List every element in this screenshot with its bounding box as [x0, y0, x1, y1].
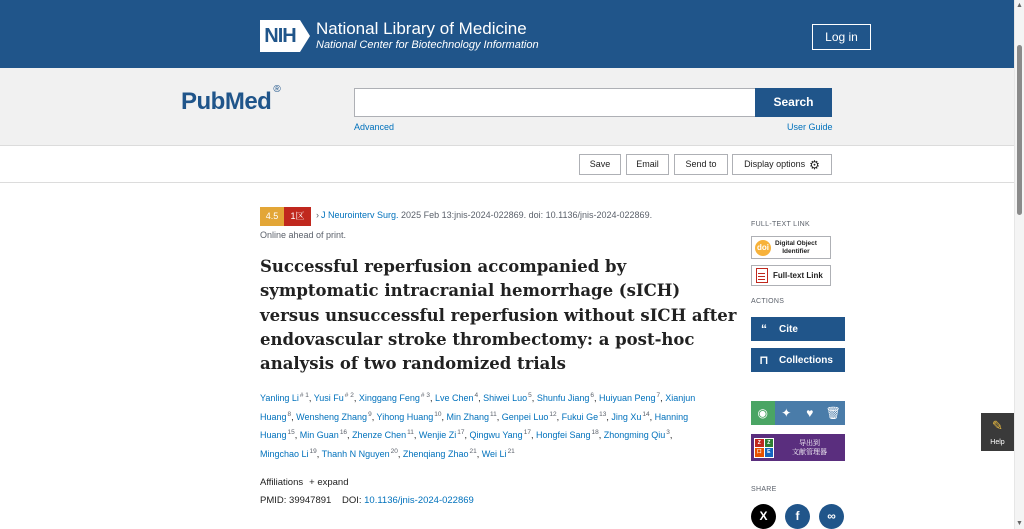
author-affiliation-number[interactable]: # 1 — [299, 392, 309, 399]
search-band — [0, 68, 1014, 146]
identifiers-line — [260, 495, 474, 506]
nih-subtitle: National Center for Biotechnology Information — [316, 39, 539, 51]
nih-logo[interactable] — [260, 19, 539, 52]
affiliations — [260, 477, 349, 488]
author-affiliation-number[interactable]: # 3 — [420, 392, 430, 399]
author-link[interactable]: Wenjie Zi — [418, 430, 457, 441]
x-share-icon[interactable]: X — [751, 504, 776, 529]
author-affiliation-number[interactable]: 12 — [549, 410, 557, 418]
author-link[interactable]: Zhenqiang Zhao — [402, 449, 469, 460]
copy-link-icon[interactable]: ∞ — [819, 504, 844, 529]
impact-badges[interactable] — [260, 207, 311, 226]
author-link[interactable]: Zhenze Chen — [352, 430, 407, 441]
full-text-link-heading: FULL-TEXT LINK — [751, 221, 810, 228]
author-affiliation-number[interactable]: # 2 — [344, 392, 354, 399]
citation-text: 2025 Feb 13:jnis-2024-022869. doi: 10.1136/jnis-2024-022869. — [398, 210, 653, 220]
search-button[interactable]: Search — [755, 88, 832, 117]
nih-title: National Library of Medicine — [316, 19, 527, 38]
author-affiliation-number[interactable]: 9 — [368, 410, 372, 418]
author-list: Yanling Li$^{\# 1}$, Yusi Fu$^{\# 2}$, Xinggang Feng$^{\# 3}$, Lve Chen$^4$, Shiwei Luo$^5$, Shunfu Jiang$^6$, Huiyuan Peng$^7$, Xianjun Huang$^8$, Wensheng Zhang$^9$, Yihong Huang$^{10}$, Min Zhang$^{11}$, Genpei Luo$^{12}$, Fukui Ge$^{13}$, Jing Xu$^{14}$, Hanning Huang$^{15}$, Min Guan$^{16}$, Zhenze Chen$^{11}$, Wenjie Zi$^{17}$, Qingwu Yang$^{17}$, Hongfei Sang$^{18}$, Zhongming Qiu$^3$, Mingchao Li$^{19}$, Thanh N Nguyen$^{20}$, Zhenqiang Zhao$^{21}$, Wei Li$^{21}$ — [260, 392, 696, 460]
expand-affiliations-button[interactable]: + expand — [309, 477, 349, 488]
author-affiliation-number[interactable]: 21 — [469, 448, 477, 456]
facebook-share-icon[interactable]: f — [785, 504, 810, 529]
author-affiliation-number[interactable]: 7 — [656, 392, 661, 399]
author-link[interactable]: Thanh N Nguyen — [321, 449, 390, 460]
quote-icon: “ — [761, 322, 767, 336]
scroll-down-icon[interactable]: ▼ — [1016, 520, 1023, 527]
user-guide-link[interactable]: User Guide — [787, 122, 833, 132]
author-link[interactable]: Wensheng Zhang — [296, 411, 368, 422]
doi-logo-icon: doi — [755, 240, 771, 256]
pmid-value: 39947891 — [289, 495, 332, 506]
author-affiliation-number[interactable]: 11 — [407, 429, 414, 437]
author-affiliation-number[interactable]: 18 — [591, 429, 599, 437]
author-link[interactable]: Min Guan — [299, 430, 339, 441]
save-button[interactable]: Save — [579, 154, 621, 175]
export-icon-char-4: E — [765, 448, 774, 457]
author-link[interactable]: Yihong Huang — [376, 411, 434, 422]
author-affiliation-number[interactable]: 10 — [434, 410, 442, 418]
pin-icon[interactable]: ✦ — [775, 401, 799, 425]
pmid-label: PMID: — [260, 495, 287, 506]
author-link[interactable]: Jing Xu — [611, 411, 642, 422]
cite-label: Cite — [779, 323, 798, 335]
doi-text-line1: Digital Object — [775, 240, 817, 247]
trash-icon[interactable]: 🗑 — [822, 401, 846, 425]
author-affiliation-number[interactable]: 6 — [590, 392, 594, 399]
full-text-link-button[interactable] — [751, 265, 831, 286]
login-button[interactable]: Log in — [812, 24, 871, 50]
scroll-up-icon[interactable]: ▲ — [1016, 2, 1023, 9]
cite-button[interactable] — [751, 317, 845, 341]
pubmed-reg-mark: ® — [273, 84, 281, 95]
author-affiliation-number[interactable]: 17 — [523, 429, 531, 437]
export-to-reference-manager-button[interactable] — [751, 434, 845, 461]
author-link[interactable]: Shunfu Jiang — [536, 393, 590, 403]
pubmed-logo-text: PubMed — [181, 88, 272, 115]
author-affiliation-number[interactable]: 16 — [339, 429, 348, 437]
doi-text-line2: Identifier — [782, 247, 810, 255]
author-affiliation-number[interactable]: 21 — [507, 448, 515, 456]
nih-text — [316, 19, 539, 52]
author-affiliation-number[interactable]: 14 — [642, 410, 650, 418]
author-affiliation-number[interactable]: 3 — [666, 429, 670, 437]
author-link[interactable]: Zhongming Qiu — [603, 430, 666, 441]
export-line2: 文献管理器 — [792, 448, 827, 456]
gear-icon: ⚙ — [809, 157, 820, 172]
bookmark-icon: ⊓ — [759, 353, 769, 367]
article-title: Successful reperfusion accompanied by symptomatic intracranial hemorrhage (sICH) versus unsuccessful reperfusion without sICH after endovascular stroke thrombectomy: a post-hoc analysis of two randomized trials — [260, 257, 737, 374]
zone-badge: 1区 — [284, 207, 311, 226]
export-text — [774, 439, 845, 457]
pubmed-logo[interactable] — [181, 84, 281, 116]
author-link[interactable]: Xianjun Huang — [260, 393, 696, 422]
help-icon: ✎ — [992, 418, 1003, 433]
page-scrollbar[interactable] — [1014, 0, 1024, 529]
chevron-right-icon[interactable]: › — [316, 210, 319, 220]
author-affiliation-number[interactable]: 17 — [457, 429, 465, 437]
export-icon-char-1: Z — [755, 439, 764, 448]
journal-link[interactable]: J Neurointerv Surg. — [321, 210, 399, 220]
nih-header — [0, 0, 1014, 68]
author-link[interactable]: Genpei Luo — [501, 411, 549, 422]
export-line1: 导出到 — [799, 439, 820, 447]
author-affiliation-number[interactable]: 8 — [287, 410, 292, 418]
collections-button[interactable] — [751, 348, 845, 372]
help-label: Help — [990, 439, 1005, 446]
eye-icon[interactable]: ◉ — [751, 401, 775, 425]
author-link[interactable]: Hanning Huang — [260, 411, 689, 441]
share-heading: SHARE — [751, 486, 777, 493]
author-affiliation-number[interactable]: 4 — [474, 392, 479, 399]
doi-label: DOI: — [341, 495, 362, 506]
nih-badge — [260, 20, 312, 52]
author-link[interactable]: Min Zhang — [446, 411, 490, 422]
nih-badge-text: NIH — [260, 20, 300, 52]
nih-badge-arrow — [300, 20, 310, 52]
export-icon-char-2: Z — [765, 439, 774, 448]
author-affiliation-number[interactable]: 19 — [309, 448, 317, 456]
document-icon — [756, 268, 768, 283]
display-options-label: Display options — [744, 159, 806, 169]
author-link[interactable]: Wei Li — [481, 449, 507, 460]
author-link[interactable]: Shiwei Luo — [483, 393, 528, 403]
actions-heading: ACTIONS — [751, 298, 785, 305]
collections-label: Collections — [779, 354, 833, 366]
online-ahead-note: Online ahead of print. — [260, 230, 347, 240]
author-link[interactable]: Mingchao Li — [260, 449, 309, 460]
author-link[interactable]: Fukui Ge — [561, 411, 599, 422]
author-link[interactable]: Yusi Fu — [313, 393, 344, 403]
author-affiliation-number[interactable]: 11 — [490, 410, 497, 418]
email-button[interactable]: Email — [626, 154, 669, 175]
author-affiliation-number[interactable]: 15 — [287, 429, 295, 437]
export-icon-char-3: 口 — [756, 449, 762, 455]
heart-icon[interactable]: ♥ — [798, 401, 822, 425]
affiliations-label: Affiliations — [260, 477, 304, 488]
journal-line — [316, 210, 652, 220]
author-link[interactable]: Hongfei Sang — [535, 430, 591, 441]
doi-full-text-button[interactable] — [751, 236, 831, 259]
search-input[interactable] — [354, 88, 756, 117]
send-to-button[interactable]: Send to — [674, 154, 728, 175]
advanced-search-link[interactable]: Advanced — [354, 122, 395, 132]
author-link[interactable]: Xinggang Feng — [358, 393, 420, 403]
scroll-thumb[interactable] — [1017, 45, 1022, 215]
help-button[interactable] — [981, 413, 1014, 451]
author-affiliation-number[interactable]: 13 — [599, 410, 607, 418]
action-bar — [0, 147, 1014, 183]
author-link[interactable]: Qingwu Yang — [469, 430, 523, 441]
reference-manager-icon — [754, 438, 774, 458]
author-link[interactable]: Lve Chen — [434, 393, 474, 403]
doi-button-text — [775, 240, 817, 255]
author-link[interactable]: Yanling Li — [260, 393, 299, 403]
author-affiliation-number[interactable]: 5 — [528, 392, 532, 399]
impact-factor-badge: 4.5 — [260, 207, 284, 226]
full-text-link-label: Full-text Link — [773, 271, 823, 280]
extension-toolbar — [751, 401, 845, 425]
display-options-button[interactable] — [732, 154, 832, 175]
doi-link[interactable]: 10.1136/jnis-2024-022869 — [364, 495, 474, 506]
author-affiliation-number[interactable]: 20 — [390, 448, 398, 456]
author-link[interactable]: Huiyuan Peng — [599, 393, 656, 403]
